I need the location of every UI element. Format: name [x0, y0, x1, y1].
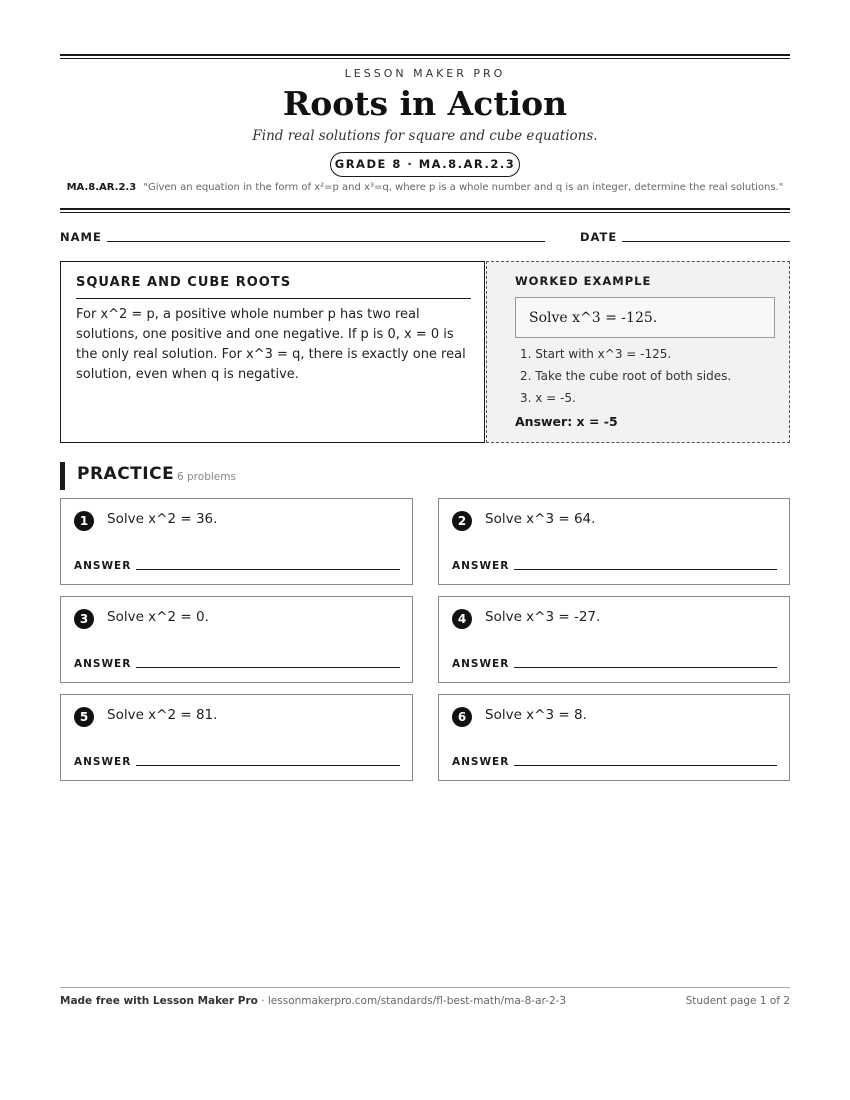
- answer-label: ANSWER: [74, 560, 132, 572]
- problem-card-3: [60, 596, 413, 683]
- standard-code: MA.8.AR.2.3: [66, 182, 137, 193]
- problem-card-4: [438, 596, 790, 683]
- problem-question: Solve x^2 = 0.: [107, 609, 209, 625]
- problem-question: Solve x^3 = 8.: [485, 707, 587, 723]
- answer-field-1[interactable]: [136, 569, 400, 570]
- problem-card-2: [438, 498, 790, 585]
- answer-field-2[interactable]: [514, 569, 777, 570]
- problem-question: Solve x^2 = 36.: [107, 511, 218, 527]
- concept-box: [60, 261, 485, 443]
- answer-field-6[interactable]: [514, 765, 777, 766]
- concept-body: For x^2 = p, a positive whole number p has two real solutions, one positive and one negative. If p is 0, x = 0 is the only real solution. For x^3 = q, there is exactly one real solution, even when q is negative.: [76, 307, 466, 382]
- standard-text: "Given an equation in the form of x²=p and x³=q, where p is a whole number and q is an integer, determine the real solutions.": [143, 182, 784, 193]
- answer-label: ANSWER: [452, 756, 510, 768]
- footer-page-number: Student page 1 of 2: [685, 995, 790, 1007]
- date-label: DATE: [580, 230, 618, 244]
- problem-card-5: [60, 694, 413, 781]
- problem-number-badge: 2: [452, 511, 472, 531]
- header-top-rule: [60, 54, 790, 59]
- problem-card-1: [60, 498, 413, 585]
- answer-label: ANSWER: [74, 756, 132, 768]
- worked-example-steps: [515, 345, 731, 411]
- standard-description: [60, 182, 790, 193]
- answer-field-4[interactable]: [514, 667, 777, 668]
- grade-badge: GRADE 8 · MA.8.AR.2.3: [330, 152, 520, 177]
- answer-label: ANSWER: [74, 658, 132, 670]
- footer-divider: [60, 987, 790, 988]
- problem-number-badge: 5: [74, 707, 94, 727]
- practice-title: PRACTICE: [77, 464, 175, 484]
- footer-credit: [60, 995, 566, 1007]
- problem-question: Solve x^3 = 64.: [485, 511, 596, 527]
- worked-step: 1. Start with x^3 = -125.: [520, 347, 672, 361]
- problem-number-badge: 3: [74, 609, 94, 629]
- brand-name: LESSON MAKER PRO: [344, 67, 506, 80]
- practice-accent-bar: [60, 462, 65, 490]
- name-label: NAME: [60, 230, 102, 244]
- answer-field-3[interactable]: [136, 667, 400, 668]
- concept-heading: SQUARE AND CUBE ROOTS: [76, 275, 292, 290]
- problem-number-badge: 4: [452, 609, 472, 629]
- footer-url[interactable]: · lessonmakerpro.com/standards/fl-best-math/ma-8-ar-2-3: [257, 995, 567, 1007]
- practice-count: 6 problems: [177, 471, 236, 483]
- problem-number-badge: 6: [452, 707, 472, 727]
- worked-example-answer: Answer: x = -5: [515, 414, 618, 429]
- problem-number-badge: 1: [74, 511, 94, 531]
- header-bottom-rule: [60, 208, 790, 213]
- page-subtitle: Find real solutions for square and cube equations.: [252, 128, 598, 144]
- footer-made-with: Made free with Lesson Maker Pro: [60, 995, 258, 1007]
- name-field[interactable]: [107, 241, 545, 242]
- problem-question: Solve x^2 = 81.: [107, 707, 218, 723]
- worked-step: 3. x = -5.: [520, 391, 576, 405]
- problem-card-6: [438, 694, 790, 781]
- concept-divider: [76, 298, 471, 299]
- worked-example-heading: WORKED EXAMPLE: [515, 274, 652, 288]
- answer-field-5[interactable]: [136, 765, 400, 766]
- worked-example-equation: Solve x^3 = -125.: [515, 297, 775, 338]
- worksheet-page: [60, 0, 790, 1100]
- worked-step: 2. Take the cube root of both sides.: [520, 369, 732, 383]
- page-title: Roots in Action: [282, 84, 568, 123]
- answer-label: ANSWER: [452, 658, 510, 670]
- problem-question: Solve x^3 = -27.: [485, 609, 601, 625]
- answer-label: ANSWER: [452, 560, 510, 572]
- worked-example-box: [486, 261, 790, 443]
- date-field[interactable]: [622, 241, 790, 242]
